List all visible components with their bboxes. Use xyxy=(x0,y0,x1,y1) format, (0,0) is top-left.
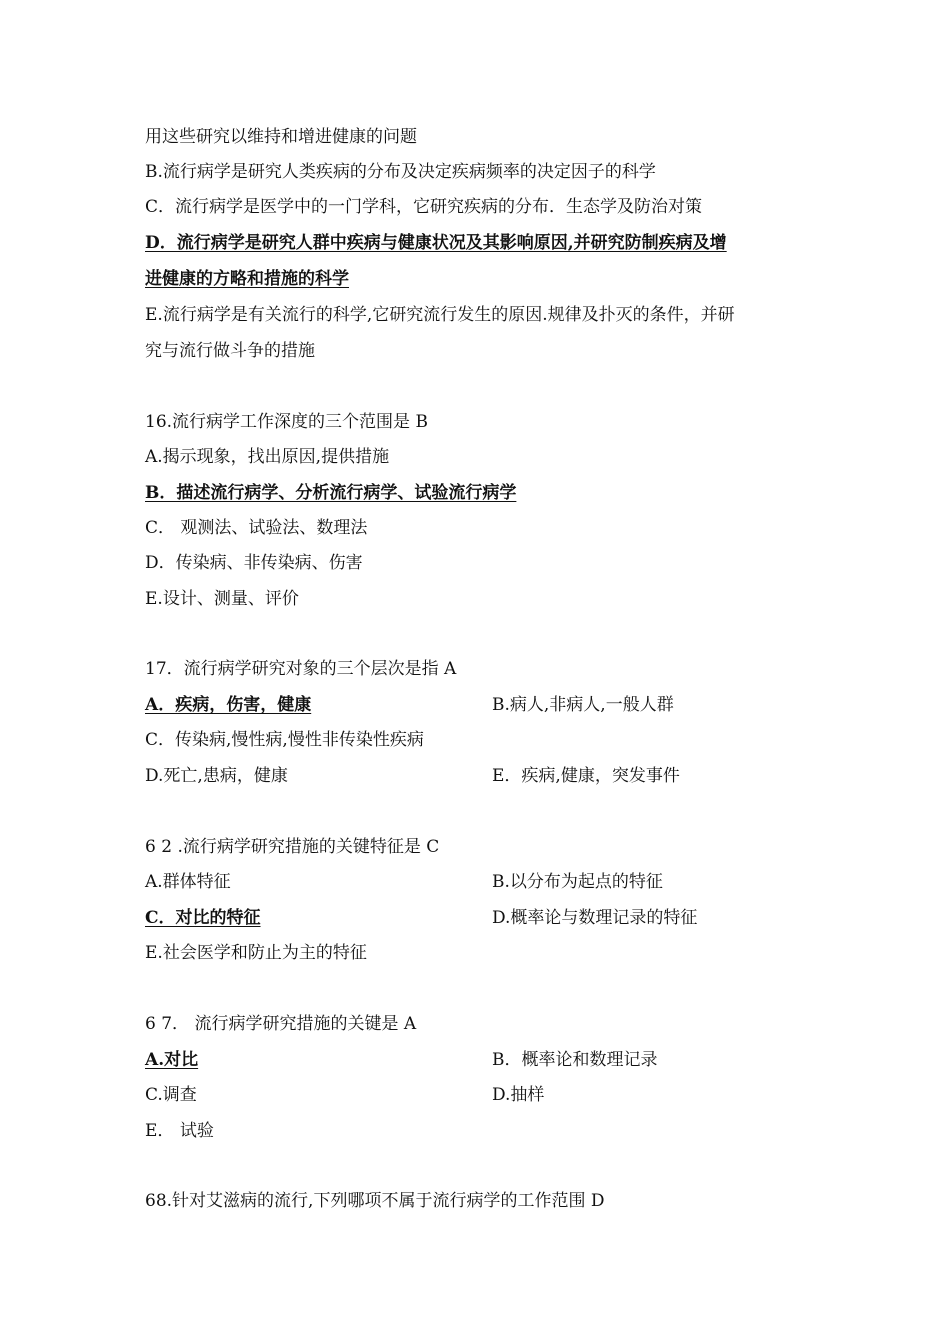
q68-stem: 68.针对艾滋病的流行,下列哪项不属于流行病学的工作范围 D xyxy=(145,1191,605,1211)
q67-option-c: C.调查 xyxy=(145,1085,197,1105)
q62-option-c-correct: C．对比的特征 xyxy=(145,908,261,928)
q16-option-c: C． 观测法、试验法、数理法 xyxy=(145,518,368,538)
q62-option-d: D.概率论与数理记录的特征 xyxy=(492,908,698,928)
q67-stem: 6 7． 流行病学研究措施的关键是 A xyxy=(145,1014,417,1034)
q67-option-e: E． 试验 xyxy=(145,1121,214,1141)
q16-option-e: E.设计、测量、评价 xyxy=(145,589,299,609)
q16-option-b-correct: B．描述流行病学、分析流行病学、试验流行病学 xyxy=(145,483,517,503)
q15-option-b: B.流行病学是研究人类疾病的分布及决定疾病频率的决定因子的科学 xyxy=(145,162,656,182)
q17-option-d: D.死亡,患病，健康 xyxy=(145,766,288,786)
q17-option-c: C．传染病,慢性病,慢性非传染性疾病 xyxy=(145,730,424,750)
q16-stem: 16.流行病学工作深度的三个范围是 B xyxy=(145,412,428,432)
q17-stem: 17．流行病学研究对象的三个层次是指 A xyxy=(145,659,457,679)
q62-option-b: B.以分布为起点的特征 xyxy=(492,872,663,892)
q67-option-d: D.抽样 xyxy=(492,1085,545,1105)
q15-option-d-correct: D．流行病学是研究人群中疾病与健康状况及其影响原因,并研究防制疾病及增 xyxy=(145,233,727,253)
q62-stem: 6 2 .流行病学研究措施的关键特征是 C xyxy=(145,837,440,857)
q17-option-b: B.病人,非病人,一般人群 xyxy=(492,695,674,715)
q62-option-e: E.社会医学和防止为主的特征 xyxy=(145,943,367,963)
q16-option-a: A.揭示现象，找出原因,提供措施 xyxy=(145,447,390,467)
q15-option-e-cont: 究与流行做斗争的措施 xyxy=(145,341,315,361)
q15-option-a-continuation: 用这些研究以维持和增进健康的问题 xyxy=(145,127,417,147)
q17-option-e: E．疾病,健康，突发事件 xyxy=(492,766,680,786)
q15-option-c: C．流行病学是医学中的一门学科，它研究疾病的分布．生态学及防治对策 xyxy=(145,197,703,217)
q15-option-e: E.流行病学是有关流行的科学,它研究流行发生的原因.规律及扑灭的条件，并研 xyxy=(145,305,735,325)
q67-option-b: B．概率论和数理记录 xyxy=(492,1050,658,1070)
q62-option-a: A.群体特征 xyxy=(145,872,231,892)
q15-option-d-correct-cont: 进健康的方略和措施的科学 xyxy=(145,269,349,289)
q17-option-a-correct: A．疾病，伤害，健康 xyxy=(145,695,312,715)
q16-option-d: D．传染病、非传染病、伤害 xyxy=(145,553,363,573)
q67-option-a-correct: A.对比 xyxy=(145,1050,199,1070)
